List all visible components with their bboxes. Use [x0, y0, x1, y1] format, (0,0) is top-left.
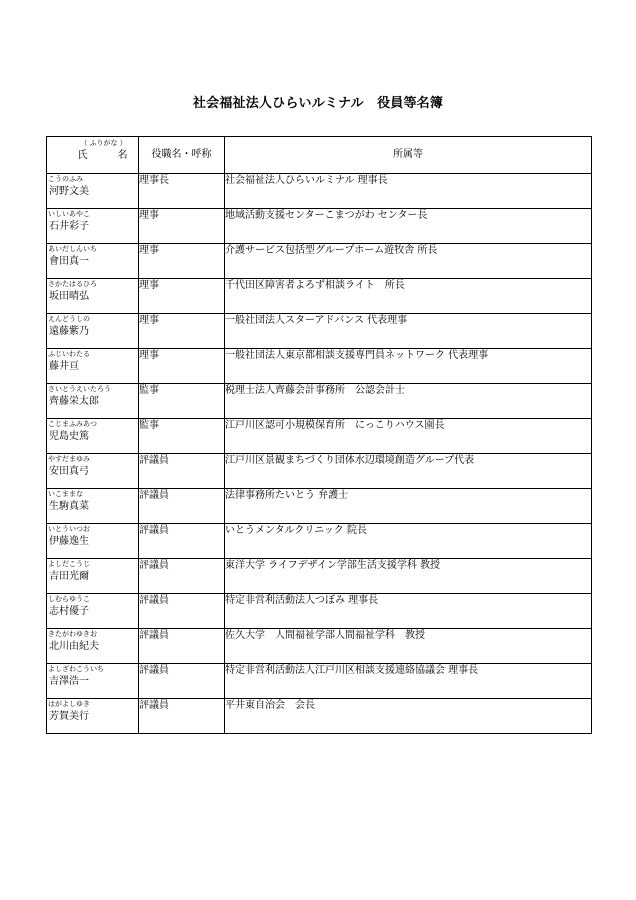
- header-name-cell: [47, 137, 139, 174]
- person-name: 生駒真菜: [49, 501, 89, 512]
- name-cell: [47, 244, 139, 279]
- role-cell: 評議員: [139, 489, 225, 524]
- name-cell: [47, 524, 139, 559]
- table-header-row: [47, 137, 592, 174]
- role-cell: 評議員: [139, 664, 225, 699]
- role-cell: 評議員: [139, 454, 225, 489]
- officer-roster-table: [46, 136, 592, 734]
- table-row: [47, 664, 592, 699]
- table-row: [47, 524, 592, 559]
- furigana-reading: しむらゆうこ: [48, 595, 90, 603]
- affiliation-cell: 特定非営利活動法人江戸川区相談支援連絡協議会 理事長: [225, 664, 592, 699]
- furigana-reading: いしいあやこ: [48, 210, 90, 218]
- affiliation-cell: 法律事務所たいとう 弁護士: [225, 489, 592, 524]
- role-cell: 理事: [139, 349, 225, 384]
- role-cell: 評議員: [139, 559, 225, 594]
- furigana-reading: よしだこうじ: [48, 560, 90, 568]
- person-name: 児島史篤: [49, 431, 89, 442]
- furigana-reading: あいだしんいち: [48, 245, 97, 253]
- person-name: 吉澤浩一: [49, 676, 89, 687]
- table-row: [47, 699, 592, 734]
- name-cell: [47, 594, 139, 629]
- affiliation-cell: 江戸川区認可小規模保育所 にっこりハウス園長: [225, 419, 592, 454]
- role-cell: 評議員: [139, 699, 225, 734]
- name-cell: [47, 314, 139, 349]
- role-cell: 理事長: [139, 174, 225, 209]
- header-affiliation-cell: [225, 137, 592, 174]
- affiliation-cell: 千代田区障害者よろず相談ライト 所長: [225, 279, 592, 314]
- affiliation-cell: 平井東自治会 会長: [225, 699, 592, 734]
- furigana-reading: こうのふみ: [48, 175, 83, 183]
- role-cell: 理事: [139, 244, 225, 279]
- header-furigana-label: （ ふりがな ）: [80, 139, 127, 147]
- table-row: [47, 174, 592, 209]
- role-cell: 理事: [139, 314, 225, 349]
- name-cell: [47, 419, 139, 454]
- name-cell: [47, 174, 139, 209]
- person-name: 石井彩子: [49, 221, 89, 232]
- affiliation-cell: 佐久大学 人間福祉学部人間福祉学科 教授: [225, 629, 592, 664]
- header-role-cell: [139, 137, 225, 174]
- header-role-label: 役職名・呼称: [151, 149, 212, 160]
- furigana-reading: いとういつお: [48, 525, 90, 533]
- role-cell: 評議員: [139, 629, 225, 664]
- person-name: 遠藤紫乃: [49, 326, 89, 337]
- person-name: 北川由紀夫: [49, 641, 99, 652]
- document-title: 社会福祉法人ひらいルミナル 役員等名簿: [192, 96, 444, 111]
- affiliation-cell: いとうメンタルクリニック 院長: [225, 524, 592, 559]
- role-cell: 評議員: [139, 594, 225, 629]
- person-name: 藤井亘: [49, 361, 79, 372]
- affiliation-cell: 介護サービス包括型グループホーム遊牧舎 所長: [225, 244, 592, 279]
- name-cell: [47, 279, 139, 314]
- table-row: [47, 594, 592, 629]
- furigana-reading: さいとうえいたろう: [48, 385, 111, 393]
- table-row: [47, 279, 592, 314]
- table-row: [47, 629, 592, 664]
- person-name: 齊藤栄太郎: [49, 396, 99, 407]
- affiliation-cell: 税理士法人齊藤会計事務所 公認会計士: [225, 384, 592, 419]
- furigana-reading: いこままな: [48, 490, 83, 498]
- furigana-reading: よしざわこういち: [48, 665, 104, 673]
- person-name: 吉田光爾: [49, 571, 89, 582]
- affiliation-cell: 東洋大学 ライフデザイン学部生活支援学科 教授: [225, 559, 592, 594]
- table-row: [47, 244, 592, 279]
- name-cell: [47, 349, 139, 384]
- name-cell: [47, 629, 139, 664]
- affiliation-cell: 地域活動支援センターこまつがわ センター長: [225, 209, 592, 244]
- furigana-reading: こじまふみあつ: [48, 420, 97, 428]
- header-name-label: 氏 名: [77, 150, 128, 161]
- role-cell: 評議員: [139, 524, 225, 559]
- table-row: [47, 209, 592, 244]
- name-cell: [47, 454, 139, 489]
- role-cell: 監事: [139, 384, 225, 419]
- person-name: 安田真弓: [49, 466, 89, 477]
- name-cell: [47, 559, 139, 594]
- furigana-reading: さかたはるひろ: [48, 280, 97, 288]
- table-row: [47, 419, 592, 454]
- affiliation-cell: 江戸川区景観まちづくり団体水辺環境創造グループ代表: [225, 454, 592, 489]
- furigana-reading: はがよしゆき: [48, 700, 90, 708]
- table-row: [47, 384, 592, 419]
- affiliation-cell: 社会福祉法人ひらいルミナル 理事長: [225, 174, 592, 209]
- name-cell: [47, 209, 139, 244]
- table-row: [47, 489, 592, 524]
- name-cell: [47, 489, 139, 524]
- person-name: 河野文美: [49, 186, 89, 197]
- affiliation-cell: 一般社団法人東京都相談支援専門員ネットワーク 代表理事: [225, 349, 592, 384]
- header-affiliation-label: 所属等: [393, 149, 423, 160]
- person-name: 伊藤逸生: [49, 536, 89, 547]
- name-cell: [47, 384, 139, 419]
- person-name: 會田真一: [49, 256, 89, 267]
- table-row: [47, 559, 592, 594]
- name-cell: [47, 664, 139, 699]
- affiliation-cell: 一般社団法人スターアドバンス 代表理事: [225, 314, 592, 349]
- furigana-reading: えんどうしの: [48, 315, 90, 323]
- name-cell: [47, 699, 139, 734]
- table-row: [47, 454, 592, 489]
- table-row: [47, 314, 592, 349]
- role-cell: 理事: [139, 279, 225, 314]
- table-row: [47, 349, 592, 384]
- furigana-reading: やすだまゆみ: [48, 455, 90, 463]
- person-name: 志村優子: [49, 606, 89, 617]
- person-name: 坂田晴弘: [49, 291, 89, 302]
- affiliation-cell: 特定非営利活動法人つぼみ 理事長: [225, 594, 592, 629]
- person-name: 芳賀美行: [49, 711, 89, 722]
- table-body: [47, 174, 592, 734]
- furigana-reading: ふじいわたる: [48, 350, 90, 358]
- furigana-reading: きたがわゆきお: [48, 630, 97, 638]
- role-cell: 理事: [139, 209, 225, 244]
- role-cell: 監事: [139, 419, 225, 454]
